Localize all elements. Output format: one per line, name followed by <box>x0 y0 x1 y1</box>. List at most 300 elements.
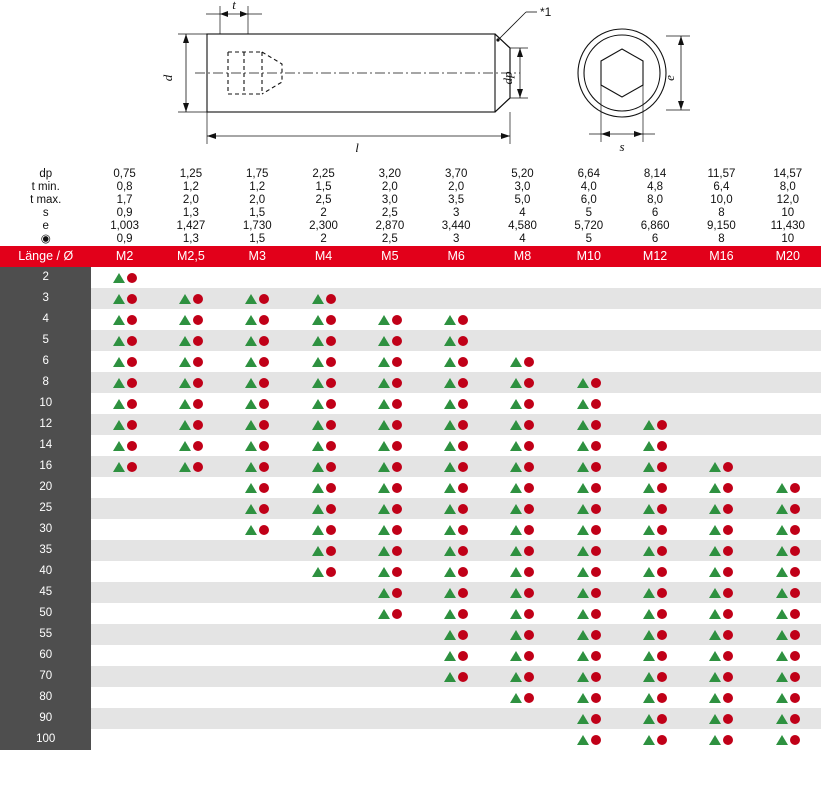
green-triangle-icon <box>510 378 522 388</box>
red-circle-icon <box>524 630 534 640</box>
availability-cell <box>423 393 489 414</box>
green-triangle-icon <box>776 504 788 514</box>
availability-cell <box>91 561 157 582</box>
dimension-value: 3 <box>423 233 489 246</box>
green-triangle-icon <box>245 483 257 493</box>
availability-cell <box>489 435 555 456</box>
availability-cell <box>290 498 356 519</box>
availability-cell <box>489 309 555 330</box>
header-size-M20: M20 <box>755 246 821 267</box>
red-circle-icon <box>392 504 402 514</box>
red-circle-icon <box>193 378 203 388</box>
availability-cell <box>290 351 356 372</box>
availability-cell <box>622 729 688 750</box>
dimension-value: 3,0 <box>489 181 555 194</box>
green-triangle-icon <box>577 567 589 577</box>
red-circle-icon <box>127 294 137 304</box>
availability-cell <box>158 540 224 561</box>
green-triangle-icon <box>312 441 324 451</box>
availability-cell <box>91 666 157 687</box>
availability-cell <box>489 729 555 750</box>
red-circle-icon <box>458 462 468 472</box>
availability-cell <box>158 603 224 624</box>
red-circle-icon <box>657 567 667 577</box>
green-triangle-icon <box>444 609 456 619</box>
red-circle-icon <box>259 336 269 346</box>
green-triangle-icon <box>709 672 721 682</box>
table-row <box>0 414 821 435</box>
green-triangle-icon <box>378 483 390 493</box>
red-circle-icon <box>458 420 468 430</box>
red-circle-icon <box>723 546 733 556</box>
green-triangle-icon <box>378 567 390 577</box>
availability-cell <box>224 435 290 456</box>
green-triangle-icon <box>577 609 589 619</box>
dim-label-e: e <box>662 75 677 81</box>
dimension-value: 2,0 <box>357 181 423 194</box>
availability-cell <box>357 267 423 288</box>
availability-cell <box>91 519 157 540</box>
green-triangle-icon <box>709 567 721 577</box>
dimension-value: 1,3 <box>158 233 224 246</box>
table-row <box>0 666 821 687</box>
red-circle-icon <box>790 693 800 703</box>
availability-cell <box>423 498 489 519</box>
availability-cell <box>622 603 688 624</box>
availability-cell <box>489 414 555 435</box>
availability-cell <box>489 645 555 666</box>
availability-cell <box>556 267 622 288</box>
green-triangle-icon <box>577 420 589 430</box>
availability-cell <box>224 351 290 372</box>
green-triangle-icon <box>378 315 390 325</box>
availability-cell <box>224 456 290 477</box>
dimension-value: 2 <box>290 207 356 220</box>
header-size-M5: M5 <box>357 246 423 267</box>
availability-cell <box>224 372 290 393</box>
green-triangle-icon <box>510 672 522 682</box>
green-triangle-icon <box>709 714 721 724</box>
availability-cell <box>290 393 356 414</box>
red-circle-icon <box>657 735 667 745</box>
availability-cell <box>290 288 356 309</box>
availability-cell <box>91 540 157 561</box>
availability-cell <box>91 309 157 330</box>
availability-cell <box>423 624 489 645</box>
dimension-value: 9,150 <box>688 220 754 233</box>
red-circle-icon <box>458 483 468 493</box>
table-row <box>0 729 821 750</box>
red-circle-icon <box>790 735 800 745</box>
availability-cell <box>423 666 489 687</box>
availability-cell <box>755 729 821 750</box>
red-circle-icon <box>259 357 269 367</box>
red-circle-icon <box>326 357 336 367</box>
availability-cell <box>489 687 555 708</box>
red-circle-icon <box>591 399 601 409</box>
dimension-value: 10,0 <box>688 194 754 207</box>
availability-cell <box>489 603 555 624</box>
green-triangle-icon <box>312 504 324 514</box>
availability-cell <box>489 477 555 498</box>
dimension-value: 5 <box>556 233 622 246</box>
red-circle-icon <box>392 546 402 556</box>
availability-cell <box>688 687 754 708</box>
green-triangle-icon <box>113 462 125 472</box>
length-cell: 8 <box>0 372 91 393</box>
red-circle-icon <box>458 651 468 661</box>
green-triangle-icon <box>444 504 456 514</box>
availability-cell <box>91 456 157 477</box>
red-circle-icon <box>392 609 402 619</box>
table-row <box>0 603 821 624</box>
availability-cell <box>423 414 489 435</box>
dimension-value: 1,2 <box>158 181 224 194</box>
dimension-row-label: ◉ <box>0 233 91 246</box>
dimension-value: 5 <box>556 207 622 220</box>
dimension-value: 8,14 <box>622 168 688 181</box>
red-circle-icon <box>193 420 203 430</box>
green-triangle-icon <box>312 315 324 325</box>
availability-cell <box>290 414 356 435</box>
dimension-value: 10 <box>755 233 821 246</box>
availability-cell <box>489 498 555 519</box>
table-body <box>0 168 821 750</box>
green-triangle-icon <box>643 714 655 724</box>
availability-cell <box>423 330 489 351</box>
availability-cell <box>357 309 423 330</box>
red-circle-icon <box>723 609 733 619</box>
green-triangle-icon <box>776 630 788 640</box>
red-circle-icon <box>193 357 203 367</box>
green-triangle-icon <box>510 420 522 430</box>
red-circle-icon <box>127 336 137 346</box>
availability-cell <box>556 456 622 477</box>
length-cell: 40 <box>0 561 91 582</box>
green-triangle-icon <box>113 294 125 304</box>
availability-cell <box>489 372 555 393</box>
length-cell: 10 <box>0 393 91 414</box>
dimension-value: 6,64 <box>556 168 622 181</box>
availability-cell <box>290 603 356 624</box>
red-circle-icon <box>259 483 269 493</box>
green-triangle-icon <box>444 588 456 598</box>
dimension-value: 2,5 <box>357 233 423 246</box>
red-circle-icon <box>790 651 800 661</box>
availability-cell <box>91 624 157 645</box>
availability-cell <box>755 645 821 666</box>
red-circle-icon <box>657 693 667 703</box>
red-circle-icon <box>524 609 534 619</box>
availability-cell <box>224 603 290 624</box>
red-circle-icon <box>524 378 534 388</box>
availability-cell <box>622 351 688 372</box>
availability-cell <box>423 519 489 540</box>
dimension-row <box>0 168 821 181</box>
green-triangle-icon <box>577 588 589 598</box>
red-circle-icon <box>326 483 336 493</box>
green-triangle-icon <box>577 651 589 661</box>
availability-cell <box>423 603 489 624</box>
red-circle-icon <box>458 588 468 598</box>
availability-cell <box>489 330 555 351</box>
dimension-value: 12,0 <box>755 194 821 207</box>
availability-cell <box>489 624 555 645</box>
green-triangle-icon <box>179 420 191 430</box>
table-row <box>0 498 821 519</box>
availability-cell <box>423 309 489 330</box>
red-circle-icon <box>326 399 336 409</box>
red-circle-icon <box>723 462 733 472</box>
availability-cell <box>357 498 423 519</box>
availability-cell <box>688 309 754 330</box>
red-circle-icon <box>326 525 336 535</box>
availability-cell <box>224 645 290 666</box>
red-circle-icon <box>524 399 534 409</box>
availability-cell <box>158 708 224 729</box>
red-circle-icon <box>326 504 336 514</box>
green-triangle-icon <box>312 336 324 346</box>
availability-cell <box>91 351 157 372</box>
green-triangle-icon <box>444 672 456 682</box>
availability-cell <box>357 414 423 435</box>
green-triangle-icon <box>378 546 390 556</box>
availability-cell <box>158 687 224 708</box>
green-triangle-icon <box>378 399 390 409</box>
red-circle-icon <box>591 651 601 661</box>
red-circle-icon <box>458 357 468 367</box>
dimension-value: 8 <box>688 207 754 220</box>
availability-cell <box>158 393 224 414</box>
availability-cell <box>357 372 423 393</box>
red-circle-icon <box>326 546 336 556</box>
table-row <box>0 267 821 288</box>
table-row <box>0 540 821 561</box>
green-triangle-icon <box>245 336 257 346</box>
green-triangle-icon <box>776 546 788 556</box>
availability-cell <box>91 708 157 729</box>
availability-cell <box>158 561 224 582</box>
green-triangle-icon <box>444 567 456 577</box>
availability-cell <box>158 729 224 750</box>
availability-cell <box>423 372 489 393</box>
green-triangle-icon <box>510 546 522 556</box>
table-row <box>0 582 821 603</box>
red-circle-icon <box>458 672 468 682</box>
red-circle-icon <box>193 336 203 346</box>
header-laenge-durchmesser: Länge / Ø <box>0 246 91 267</box>
red-circle-icon <box>127 378 137 388</box>
green-triangle-icon <box>577 714 589 724</box>
availability-cell <box>489 351 555 372</box>
green-triangle-icon <box>179 441 191 451</box>
green-triangle-icon <box>776 609 788 619</box>
green-triangle-icon <box>378 420 390 430</box>
header-size-M12: M12 <box>622 246 688 267</box>
green-triangle-icon <box>709 609 721 619</box>
availability-cell <box>423 708 489 729</box>
length-cell: 55 <box>0 624 91 645</box>
dimension-value: 0,9 <box>91 233 157 246</box>
availability-cell <box>290 687 356 708</box>
availability-cell <box>755 393 821 414</box>
availability-cell <box>423 729 489 750</box>
availability-cell <box>622 666 688 687</box>
availability-cell <box>290 708 356 729</box>
availability-cell <box>357 666 423 687</box>
red-circle-icon <box>458 567 468 577</box>
dimension-value: 5,0 <box>489 194 555 207</box>
red-circle-icon <box>259 525 269 535</box>
length-cell: 100 <box>0 729 91 750</box>
green-triangle-icon <box>577 399 589 409</box>
availability-cell <box>224 330 290 351</box>
green-triangle-icon <box>179 315 191 325</box>
green-triangle-icon <box>179 378 191 388</box>
availability-cell <box>755 624 821 645</box>
red-circle-icon <box>657 609 667 619</box>
dimension-value: 5,20 <box>489 168 555 181</box>
red-circle-icon <box>723 693 733 703</box>
green-triangle-icon <box>444 378 456 388</box>
availability-cell <box>622 330 688 351</box>
green-triangle-icon <box>378 357 390 367</box>
dimension-value: 1,5 <box>224 207 290 220</box>
length-cell: 5 <box>0 330 91 351</box>
green-triangle-icon <box>643 504 655 514</box>
green-triangle-icon <box>643 546 655 556</box>
green-triangle-icon <box>444 462 456 472</box>
red-circle-icon <box>392 399 402 409</box>
availability-cell <box>688 729 754 750</box>
note-label-1: *1 <box>540 5 552 19</box>
red-circle-icon <box>657 630 667 640</box>
dimension-value: 4 <box>489 207 555 220</box>
green-triangle-icon <box>245 525 257 535</box>
dimension-value: 3,70 <box>423 168 489 181</box>
green-triangle-icon <box>245 420 257 430</box>
red-circle-icon <box>326 315 336 325</box>
green-triangle-icon <box>245 504 257 514</box>
green-triangle-icon <box>577 693 589 703</box>
red-circle-icon <box>657 546 667 556</box>
red-circle-icon <box>591 714 601 724</box>
red-circle-icon <box>591 546 601 556</box>
red-circle-icon <box>458 378 468 388</box>
red-circle-icon <box>458 609 468 619</box>
green-triangle-icon <box>378 336 390 346</box>
availability-cell <box>290 330 356 351</box>
availability-cell <box>622 372 688 393</box>
availability-cell <box>755 498 821 519</box>
green-triangle-icon <box>776 714 788 724</box>
availability-cell <box>622 435 688 456</box>
red-circle-icon <box>657 420 667 430</box>
red-circle-icon <box>127 357 137 367</box>
availability-cell <box>622 477 688 498</box>
length-cell: 70 <box>0 666 91 687</box>
red-circle-icon <box>392 483 402 493</box>
availability-cell <box>556 309 622 330</box>
availability-cell <box>489 519 555 540</box>
green-triangle-icon <box>709 504 721 514</box>
header-size-M8: M8 <box>489 246 555 267</box>
availability-cell <box>224 540 290 561</box>
availability-cell <box>688 435 754 456</box>
green-triangle-icon <box>245 315 257 325</box>
green-triangle-icon <box>510 504 522 514</box>
availability-cell <box>423 561 489 582</box>
availability-cell <box>688 561 754 582</box>
red-circle-icon <box>458 546 468 556</box>
dimension-row-label: e <box>0 220 91 233</box>
dim-label-l: l <box>355 140 359 155</box>
green-triangle-icon <box>312 525 324 535</box>
green-triangle-icon <box>643 672 655 682</box>
availability-cell <box>489 561 555 582</box>
availability-cell <box>688 267 754 288</box>
dimension-value: 6,4 <box>688 181 754 194</box>
dimension-value: 3,440 <box>423 220 489 233</box>
availability-cell <box>158 288 224 309</box>
red-circle-icon <box>193 441 203 451</box>
availability-cell <box>91 603 157 624</box>
availability-cell <box>290 519 356 540</box>
dimension-value: 1,2 <box>224 181 290 194</box>
availability-cell <box>91 267 157 288</box>
red-circle-icon <box>591 525 601 535</box>
availability-cell <box>357 288 423 309</box>
availability-cell <box>224 267 290 288</box>
red-circle-icon <box>790 609 800 619</box>
red-circle-icon <box>657 441 667 451</box>
dimension-value: 2 <box>290 233 356 246</box>
availability-cell <box>556 372 622 393</box>
green-triangle-icon <box>312 357 324 367</box>
green-triangle-icon <box>510 588 522 598</box>
red-circle-icon <box>657 714 667 724</box>
length-cell: 45 <box>0 582 91 603</box>
dimension-value: 1,427 <box>158 220 224 233</box>
dimension-value: 1,730 <box>224 220 290 233</box>
green-triangle-icon <box>113 420 125 430</box>
availability-cell <box>357 645 423 666</box>
green-triangle-icon <box>113 273 125 283</box>
green-triangle-icon <box>776 588 788 598</box>
availability-cell <box>688 393 754 414</box>
availability-cell <box>91 729 157 750</box>
availability-cell <box>622 498 688 519</box>
availability-cell <box>622 645 688 666</box>
red-circle-icon <box>524 546 534 556</box>
availability-cell <box>755 708 821 729</box>
dimension-value: 6,0 <box>556 194 622 207</box>
availability-cell <box>357 708 423 729</box>
availability-cell <box>489 393 555 414</box>
green-triangle-icon <box>378 525 390 535</box>
availability-cell <box>622 624 688 645</box>
availability-cell <box>489 708 555 729</box>
availability-cell <box>357 393 423 414</box>
green-triangle-icon <box>312 294 324 304</box>
availability-cell <box>622 309 688 330</box>
availability-cell <box>423 267 489 288</box>
red-circle-icon <box>458 315 468 325</box>
green-triangle-icon <box>444 651 456 661</box>
dimension-value: 2,0 <box>158 194 224 207</box>
green-triangle-icon <box>312 378 324 388</box>
availability-cell <box>556 540 622 561</box>
